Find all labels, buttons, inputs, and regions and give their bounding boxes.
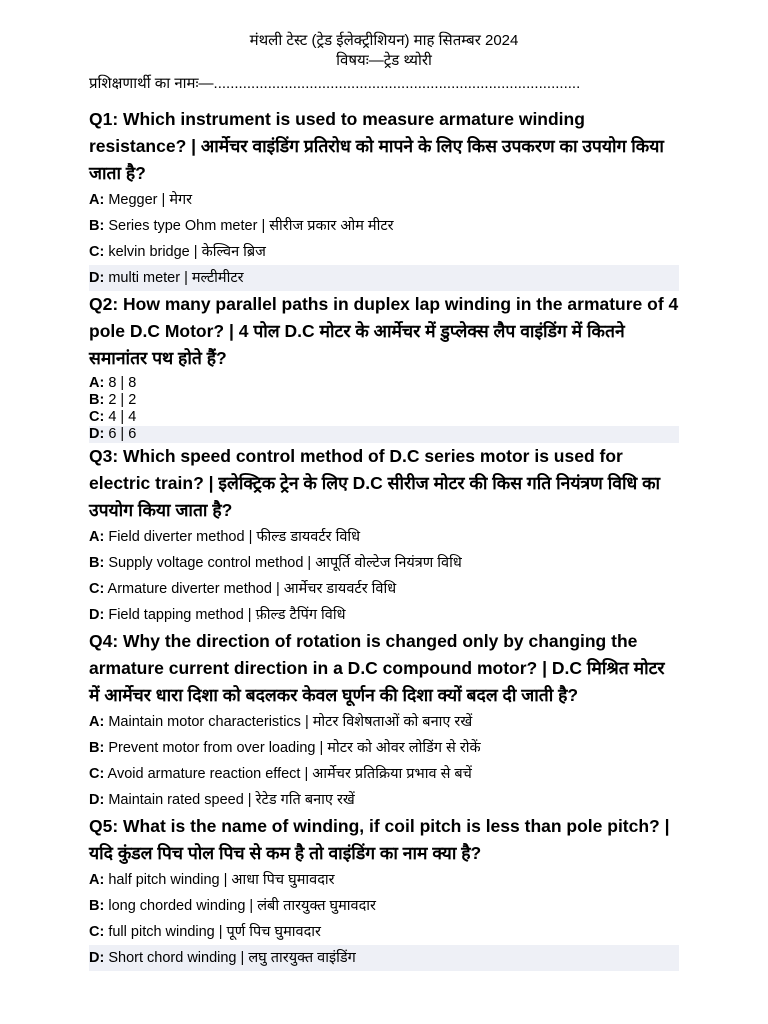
option-c: C: Avoid armature reaction effect | आर्मेचर प्रतिक्रिया प्रभाव से बचें <box>89 766 472 782</box>
question-3 <box>89 443 679 524</box>
option-c: C: Armature diverter method | आर्मेचर डायवर्टर विधि <box>89 581 397 597</box>
subject-line: विषयः—ट्रेड थ्योरी <box>336 52 432 69</box>
question-text: Q3: Which speed control method of D.C series motor is used for electric train? | इलेक्ट्रिक ट्रेन के लिए D.C सीरीज मोटर की किस गति नियंत्रण विधि का उपयोग किया जाता है? <box>89 446 661 520</box>
option-d: D: multi meter | मल्टीमीटर <box>89 265 679 291</box>
option-a: A: Field diverter method | फील्ड डायवर्टर विधि <box>89 529 361 545</box>
option-a: A: Maintain motor characteristics | मोटर विशेषताओं को बनाए रखें <box>89 714 473 730</box>
question-1 <box>89 106 679 187</box>
option-a: A: half pitch winding | आधा पिच घुमावदार <box>89 872 335 888</box>
option-b: B: Series type Ohm meter | सीरीज प्रकार ओम मीटर <box>89 218 394 234</box>
question-text: Q4: Why the direction of rotation is changed only by changing the armature current direction in a D.C compound motor? | D.C मिश्रित मोटर में आर्मेचर धारा दिशा को बदलकर केवल घूर्णन की दिशा क्यों बदल दी जाती है? <box>89 631 665 705</box>
question-2 <box>89 291 679 372</box>
option-b: B: Prevent motor from over loading | मोटर को ओवर लोडिंग से रोकें <box>89 740 481 756</box>
option-c: C: kelvin bridge | केल्विन ब्रिज <box>89 244 266 260</box>
option-b: B: 2 | 2 <box>89 392 137 408</box>
option-a: A: Megger | मेगर <box>89 192 193 208</box>
paper-title: मंथली टेस्ट (ट्रेड ईलेक्ट्रीशियन) माह सितम्बर 2024 <box>249 32 519 49</box>
question-4 <box>89 628 679 709</box>
option-b: B: long chorded winding | लंबी तारयुक्त घुमावदार <box>89 898 376 914</box>
question-text: Q5: What is the name of winding, if coil pitch is less than pole pitch? | यदि कुंडल पिच पोल पिच से कम है तो वाइंडिंग का नाम क्या है? <box>89 816 670 863</box>
question-text: Q1: Which instrument is used to measure armature winding resistance? | आर्मेचर वाइंडिंग प्रतिरोध को मापने के लिए किस उपकरण का उपयोग किया जाता है? <box>89 109 664 183</box>
option-d: D: Maintain rated speed | रेटेड गति बनाए रखें <box>89 792 355 808</box>
option-c: C: full pitch winding | पूर्ण पिच घुमावदार <box>89 924 321 940</box>
option-c: C: 4 | 4 <box>89 409 137 425</box>
option-b: B: Supply voltage control method | आपूर्ति वोल्टेज नियंत्रण विधि <box>89 555 462 571</box>
question-text: Q2: How many parallel paths in duplex lap winding in the armature of 4 pole D.C Motor? | 4 पोल D.C मोटर के आर्मेचर में डुप्लेक्स लैप वाइंडिंग में कितने समानांतर पथ होते हैं? <box>89 294 679 368</box>
option-d: D: 6 | 6 <box>89 426 679 443</box>
option-d: D: Field tapping method | फ़ील्ड टैपिंग विधि <box>89 607 346 623</box>
question-5 <box>89 813 679 867</box>
trainee-name-field: प्रशिक्षणार्थी का नामः—........................................................................................ <box>89 75 581 92</box>
option-d: D: Short chord winding | लघु तारयुक्त वाइंडिंग <box>89 945 679 971</box>
option-a: A: 8 | 8 <box>89 375 137 391</box>
